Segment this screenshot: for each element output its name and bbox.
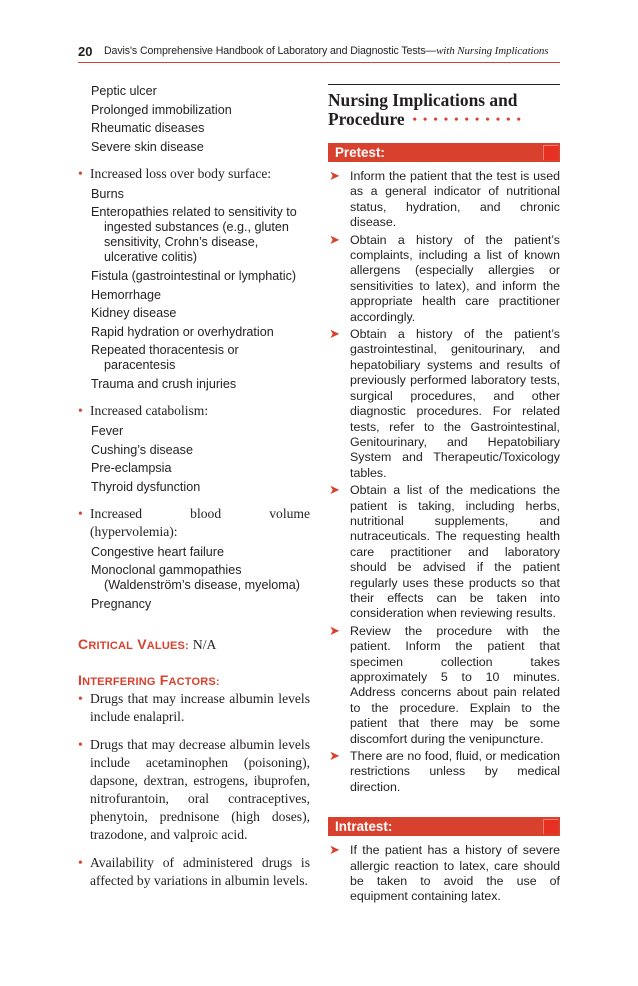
bullet-icon: • [78, 402, 83, 418]
list-item [328, 169, 560, 231]
arrow-bullet-icon: ➤ [329, 231, 340, 247]
square-icon [543, 145, 558, 160]
list-item: Severe skin disease [91, 139, 204, 154]
label-cap: V [137, 635, 147, 652]
list-item [78, 854, 310, 890]
arrow-bullet-icon: ➤ [329, 842, 340, 858]
label-cap: F [159, 671, 169, 688]
book-title-main: Davis's Comprehensive Handbook of Laboratory and Diagnostic Tests— [104, 45, 437, 57]
list-item-text: Availability of administered drugs is affected by variations in albumin levels. [90, 854, 310, 888]
bullet-icon: • [78, 854, 83, 870]
group-heading-text: Increased catabolism: [90, 402, 209, 418]
intratest-list [328, 843, 560, 905]
pretest-list [328, 169, 560, 795]
list-item: Thyroid dysfunction [91, 479, 201, 494]
critical-values [78, 636, 310, 654]
list-item: Monoclonal gammopathies (Waldenström’s disease, myeloma) [91, 563, 300, 593]
list-item: Cushing’s disease [91, 442, 193, 457]
running-header [78, 42, 560, 63]
arrow-bullet-icon: ➤ [329, 482, 340, 498]
intratest-bar [328, 817, 560, 836]
dot-leader-icon: ••••••••••• [412, 112, 528, 126]
list-item-text: If the patient has a history of severe allergic reaction to latex, care should be taken to avoid the use of equipment containing latex. [350, 843, 560, 904]
list-item: Pregnancy [91, 596, 152, 611]
list-item: Prolonged immobilization [91, 102, 232, 117]
page-number: 20 [78, 44, 93, 59]
list-item: Enteropathies related to sensitivity to ingested substances (e.g., gluten sensitivity, Crohn’s disease, ulcerative colitis) [91, 205, 297, 265]
label-smallcaps: ALUES: [146, 639, 189, 652]
section-title-line: Nursing Implications and [328, 90, 518, 110]
list-item: Congestive heart failure [91, 544, 225, 559]
list-item: Rapid hydration or overhydration [91, 324, 274, 339]
label-cap: C [78, 635, 89, 652]
list-item-text: Drugs that may decrease albumin levels include acetaminophen (poisoning), dapsone, dextran, estrogens, ibuprofen, nitrofurantoin, oral contraceptives, phenytoin, prednisone (high doses), trazodone, and valproic acid. [90, 736, 310, 842]
section-title-text: Procedure [328, 109, 405, 129]
group-heading-text: Increased blood volume (hypervolemia): [90, 505, 310, 539]
section-title-line [328, 110, 560, 129]
list-item: Fistula (gastrointestinal or lymphatic) [91, 268, 297, 283]
list-item-text: Obtain a history of the patient’s complaints, including a list of known allergens (especially allergies or sensitivities to latex), and inform the appropriate health care practitioner accordingly. [350, 232, 560, 324]
group-heading [78, 402, 310, 420]
group-heading [78, 165, 310, 183]
label-smallcaps: ACTORS: [168, 675, 220, 688]
critical-values-label [78, 636, 189, 652]
list-item [328, 624, 560, 747]
group-heading-text: Increased loss over body surface: [90, 165, 272, 181]
book-title [104, 45, 548, 57]
intratest-label: Intratest: [335, 819, 393, 835]
list-item-text: Obtain a history of the patient’s gastrointestinal, genitourinary, and hepatobiliary systems and results of previously performed laboratory tests, surgical procedures, and other diagnostic procedures. For related tests, refer to the Gastrointestinal, Genitourinary, and Hepatobiliary System and Therapeutic/Toxicology tables. [350, 327, 560, 480]
group-heading [78, 505, 310, 541]
list-item [328, 327, 560, 481]
square-icon [543, 819, 558, 834]
list-item [328, 843, 560, 905]
bullet-icon: • [78, 165, 83, 181]
list-item: Peptic ulcer [91, 84, 157, 98]
list-item-text: Drugs that may increase albumin levels include enalapril. [90, 690, 310, 724]
list-item: Pre-eclampsia [91, 461, 172, 476]
list-item-text: Inform the patient that the test is used as a general indicator of nutritional status, hydration, and chronic disease. [350, 169, 560, 230]
label-smallcaps: NTERFERING [82, 675, 156, 688]
bullet-icon: • [78, 690, 83, 706]
list-item: Fever [91, 423, 124, 438]
interfering-factors-label [78, 672, 310, 688]
label-cap: I [78, 671, 83, 688]
bullet-icon: • [78, 736, 83, 752]
label-smallcaps: RITICAL [88, 639, 134, 652]
list-item-text: Review the procedure with the patient. Inform the patient that specimen collection takes approximately 5 to 10 minutes. Address concerns about pain related to the procedure. Explain to the patient that there may be some discomfort during the venipuncture. [350, 623, 560, 746]
list-item-text: Obtain a list of the medications the patient is taking, including herbs, nutritional supplements, and nutraceuticals. The requesting health care practitioner and laboratory should be advised if the patient regularly uses these products so that their effects can be taken into consideration when reviewing results. [350, 483, 560, 621]
list-item [78, 736, 310, 844]
book-subtitle: with Nursing Implications [436, 45, 549, 57]
left-column [78, 84, 310, 894]
critical-values-value: N/A [192, 636, 217, 652]
list-item [78, 690, 310, 726]
list-item: Burns [91, 186, 124, 201]
list-item: Trauma and crush injuries [91, 376, 237, 391]
arrow-bullet-icon: ➤ [329, 748, 340, 764]
pretest-label: Pretest: [335, 145, 385, 160]
list-item: Repeated thoracentesis or paracentesis [91, 343, 239, 373]
section-title [328, 84, 560, 129]
arrow-bullet-icon: ➤ [329, 622, 340, 638]
list-item-text: There are no food, fluid, or medication restrictions unless by medical direction. [350, 749, 560, 794]
bullet-icon: • [78, 505, 83, 521]
right-column [328, 84, 560, 907]
list-item [328, 233, 560, 325]
list-item: Hemorrhage [91, 287, 161, 302]
list-item [328, 749, 560, 795]
list-item [328, 483, 560, 622]
pretest-bar [328, 143, 560, 162]
list-item: Rheumatic diseases [91, 121, 205, 136]
arrow-bullet-icon: ➤ [329, 168, 340, 183]
list-item: Kidney disease [91, 306, 177, 321]
arrow-bullet-icon: ➤ [329, 326, 340, 342]
